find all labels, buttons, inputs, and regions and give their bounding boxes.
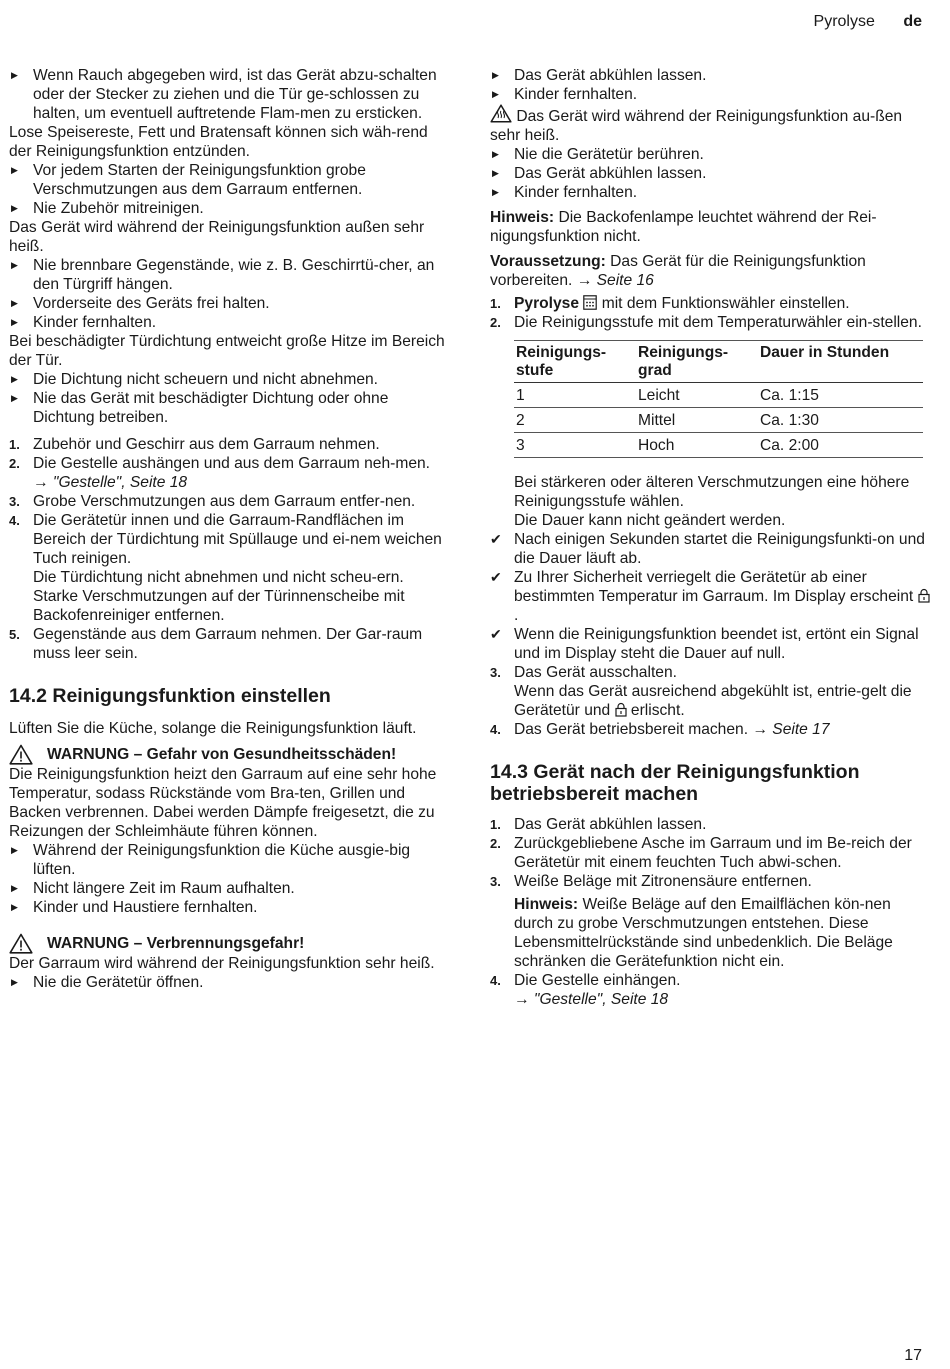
table-row: 1 Leicht Ca. 1:15 (514, 383, 923, 408)
table-row: 3 Hoch Ca. 2:00 (514, 433, 923, 458)
page-reference: → "Gestelle", Seite 18 (514, 991, 669, 1008)
bullet-marker-icon: ▶ (11, 298, 18, 308)
bullet-marker-icon: ▶ (11, 883, 18, 893)
bullet-item: ▶ Das Gerät abkühlen lassen. (492, 67, 707, 84)
page-reference: → Seite 17 (752, 721, 830, 738)
bullet-item: ▶ Vor jedem Starten der Reinigungsfunktion grobe Verschmutzungen aus dem Garraum entfernen. (11, 162, 366, 198)
checkmark-icon: ✔ (490, 531, 502, 547)
checkmark-icon: ✔ (490, 569, 502, 585)
paragraph: Das Gerät wird während der Reinigungsfunktion au-ßen sehr heiß. (490, 104, 930, 145)
table-header-row (514, 341, 923, 383)
bullet-item: ▶ Nie das Gerät mit beschädigter Dichtung oder ohne Dichtung betreiben. (11, 390, 389, 426)
hint-paragraph: Hinweis: Weiße Beläge auf den Emailflächen kön-nen durch zu grobe Verschmutzungen entstehen. Diese Lebensmittelrückstände sind unbedenklich. Die Beläge schränken die Gerätefunktion nicht ein. (514, 896, 893, 970)
bullet-marker-icon: ▶ (492, 168, 499, 178)
warning-heading: WARNUNG – Verbrennungsgefahr! (9, 933, 449, 954)
step-item: 2. Zurückgebliebene Asche im Garraum und im Be-reich der Gerätetür mit einem feuchten Tuch abwi-schen. (490, 835, 912, 871)
bullet-item: ▶ Kinder fernhalten. (492, 86, 638, 103)
column-header: Dauer in Stunden (758, 341, 923, 383)
column-header: Reinigungs-stufe (514, 341, 636, 383)
bullet-marker-icon: ▶ (11, 902, 18, 912)
step-item: 1. Das Gerät abkühlen lassen. (490, 816, 707, 833)
column-header: Reinigungs-grad (636, 341, 758, 383)
right-column (490, 66, 930, 1009)
bullet-marker-icon: ▶ (492, 89, 499, 99)
pyrolysis-symbol-icon (583, 295, 597, 310)
paragraph: Die Dauer kann nicht geändert werden. (514, 512, 786, 529)
bullet-marker-icon: ▶ (492, 70, 499, 80)
page-reference: → "Gestelle", Seite 18 (33, 474, 188, 491)
step-item: 2. Die Gestelle aushängen und aus dem Garraum neh-men. → "Gestelle", Seite 18 (9, 455, 431, 491)
paragraph: Das Gerät wird während der Reinigungsfunktion außen sehr heiß. (9, 219, 425, 255)
bullet-item: ▶ Wenn Rauch abgegeben wird, ist das Gerät abzu-schalten oder der Stecker zu ziehen und die Tür ge-schlossen zu halten, um eventuell auftretende Flam-men zu ersticken. (11, 67, 437, 122)
bullet-marker-icon: ▶ (11, 317, 18, 327)
section-title: Pyrolyse (813, 13, 875, 30)
hot-surface-warning-icon (490, 104, 512, 123)
step-item: 1. Pyrolyse mit dem Funktionswähler einstellen. (490, 295, 850, 312)
step-item: 3. Grobe Verschmutzungen aus dem Garraum entfer-nen. (9, 493, 416, 510)
bullet-marker-icon: ▶ (11, 165, 18, 175)
section-heading: 14.2 Reinigungsfunktion einstellen (9, 685, 331, 707)
cleaning-levels-table (514, 340, 923, 458)
left-column (9, 66, 449, 992)
bullet-marker-icon: ▶ (11, 203, 18, 213)
bullet-marker-icon: ▶ (11, 70, 18, 80)
warning-heading: WARNUNG – Gefahr von Gesundheitsschäden! (9, 744, 449, 765)
bullet-item: ▶ Kinder fernhalten. (11, 314, 157, 331)
bullet-item: ▶ Vorderseite des Geräts frei halten. (11, 295, 270, 312)
bullet-marker-icon: ▶ (11, 977, 18, 987)
paragraph: Der Garraum wird während der Reinigungsfunktion sehr heiß. (9, 955, 435, 972)
hint-paragraph: Hinweis: Die Backofenlampe leuchtet während der Rei-nigungsfunktion nicht. (490, 209, 877, 245)
bullet-item: ▶ Nie brennbare Gegenstände, wie z. B. Geschirrtü-cher, an den Türgriff hängen. (11, 257, 435, 293)
result-item: ✔ Wenn die Reinigungsfunktion beendet ist, ertönt ein Signal und im Display steht die Dauer auf null. (490, 626, 919, 662)
bullet-item: ▶ Das Gerät abkühlen lassen. (492, 165, 707, 182)
warning-triangle-icon (9, 933, 33, 954)
paragraph: Bei stärkeren oder älteren Verschmutzungen eine höhere Reinigungsstufe wählen. (514, 474, 910, 510)
section-heading: 14.3 Gerät nach der Reinigungsfunktion betriebsbereit machen (490, 761, 860, 805)
page-header (814, 12, 922, 31)
step-item: 4. Die Gestelle einhängen. → "Gestelle", Seite 18 (490, 972, 681, 1008)
lock-icon (615, 702, 627, 717)
bullet-marker-icon: ▶ (11, 374, 18, 384)
warning-triangle-icon (9, 744, 33, 765)
paragraph: Lose Speisereste, Fett und Bratensaft können sich wäh-rend der Reinigungsfunktion entzünden. (9, 124, 428, 160)
bullet-item: ▶ Nie die Gerätetür öffnen. (11, 974, 204, 991)
bullet-item: ▶ Kinder fernhalten. (492, 184, 638, 201)
bullet-item: ▶ Nie Zubehör mitreinigen. (11, 200, 204, 217)
step-item: 4. Das Gerät betriebsbereit machen. → Seite 17 (490, 721, 830, 738)
checkmark-icon: ✔ (490, 626, 502, 642)
page-number: 17 (904, 1347, 922, 1364)
paragraph: Die Reinigungsfunktion heizt den Garraum auf eine sehr hohe Temperatur, sodass Rückstände vom Bra-ten, Grillen und Backen verbrennen. Dabei werden Dämpfe freigesetzt, die zu Reizungen der Schleimhäute führen können. (9, 766, 437, 840)
result-item: ✔ Zu Ihrer Sicherheit verriegelt die Gerätetür ab einer bestimmten Temperatur im Garraum. Im Display erscheint . (490, 568, 930, 625)
paragraph: Lüften Sie die Küche, solange die Reinigungsfunktion läuft. (9, 720, 417, 737)
result-item: ✔ Nach einigen Sekunden startet die Reinigungsfunkti-on und die Dauer läuft ab. (490, 531, 925, 567)
bullet-marker-icon: ▶ (11, 845, 18, 855)
paragraph: Bei beschädigter Türdichtung entweicht große Hitze im Bereich der Tür. (9, 333, 445, 369)
language-code: de (903, 13, 922, 30)
bullet-item: ▶ Während der Reinigungsfunktion die Küche ausgie-big lüften. (11, 842, 411, 878)
step-item: 5. Gegenstände aus dem Garraum nehmen. Der Gar-raum muss leer sein. (9, 626, 423, 662)
page-reference: → Seite 16 (576, 272, 654, 289)
bullet-item: ▶ Nie die Gerätetür berühren. (492, 146, 704, 163)
step-item: 1. Zubehör und Geschirr aus dem Garraum nehmen. (9, 436, 380, 453)
bullet-item: ▶ Die Dichtung nicht scheuern und nicht abnehmen. (11, 371, 379, 388)
bullet-item: ▶ Kinder und Haustiere fernhalten. (11, 899, 258, 916)
step-item: 4. Die Gerätetür innen und die Garraum-Randflächen im Bereich der Türdichtung mit Spüllauge und ei-nem weichen Tuch reinigen. Die Türdichtung nicht abnehmen und nicht scheu-ern. Starke Verschmutzungen auf der Türinnenscheibe mit Backofenreiniger entfernen. (9, 512, 442, 624)
table-row: 2 Mittel Ca. 1:30 (514, 408, 923, 433)
bullet-marker-icon: ▶ (492, 187, 499, 197)
step-item: 3. Das Gerät ausschalten. Wenn das Gerät ausreichend abgekühlt ist, entrie-gelt die Gerätetür und erlischt. (490, 664, 912, 719)
step-item: 2. Die Reinigungsstufe mit dem Temperaturwähler ein-stellen. (490, 314, 922, 331)
lock-icon (918, 588, 930, 603)
bullet-marker-icon: ▶ (11, 260, 18, 270)
bullet-marker-icon: ▶ (11, 393, 18, 403)
bullet-marker-icon: ▶ (492, 149, 499, 159)
step-item: 3. Weiße Beläge mit Zitronensäure entfernen. (490, 873, 812, 890)
bullet-item: ▶ Nicht längere Zeit im Raum aufhalten. (11, 880, 295, 897)
prerequisite-paragraph: Voraussetzung: Das Gerät für die Reinigungsfunktion vorbereiten. → Seite 16 (490, 253, 866, 289)
